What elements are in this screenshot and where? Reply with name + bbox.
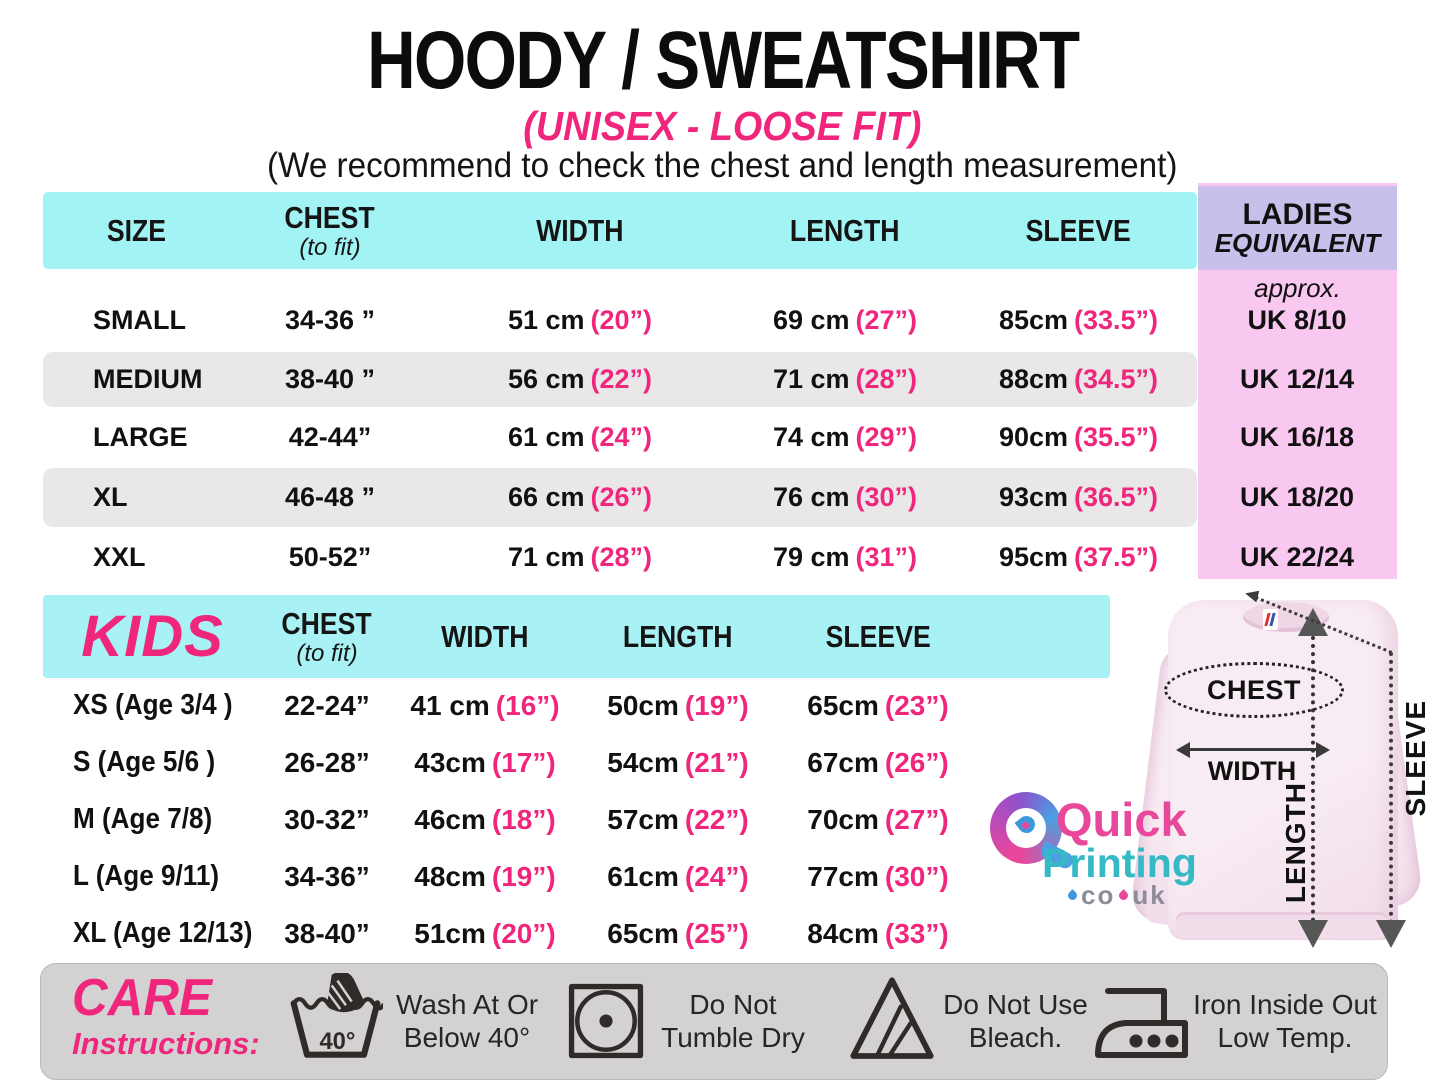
width-cm: 66 cm (507, 482, 585, 512)
length-cm: 76 cm (772, 482, 850, 512)
length-cm: 57cm (607, 803, 679, 835)
length-in: (19”) (684, 689, 749, 721)
width-measure-label: WIDTH (1207, 756, 1297, 786)
wash-40-icon (288, 973, 383, 1068)
length-cm: 71 cm (772, 364, 850, 394)
col-header-length: LENGTH (790, 213, 900, 248)
care-item-label: Wash At Or Below 40° (395, 989, 539, 1054)
length-cm: 74 cm (772, 422, 850, 452)
width-cm: 56 cm (507, 364, 585, 394)
chest-value: 34-36 ” (284, 304, 376, 335)
sleeve-cm: 67cm (807, 746, 879, 778)
sleeve-in: (33”) (884, 917, 949, 949)
chest-measure-ellipse (1164, 662, 1344, 718)
ladies-value: UK 16/18 (1239, 422, 1355, 452)
page-subtitle: (UNISEX - LOOSE FIT) (523, 103, 922, 149)
size-label: XL (93, 482, 128, 512)
care-subtitle: Instructions: (72, 1026, 260, 1061)
sleeve-in: (27”) (884, 803, 949, 835)
ladies-value: UK 22/24 (1239, 542, 1355, 572)
length-in: (21”) (684, 746, 749, 778)
length-measure-label: LENGTH (1280, 782, 1311, 904)
sleeve-in: (26”) (884, 746, 949, 778)
sleeve-cm: 90cm (998, 422, 1068, 452)
care-item-label: Do Not Tumble Dry (661, 989, 805, 1054)
length-in: (22”) (684, 803, 749, 835)
width-cm: 51cm (414, 917, 486, 949)
sweatshirt-hem (1176, 912, 1388, 939)
sleeve-in: (36.5”) (1074, 482, 1159, 512)
width-cm: 48cm (414, 860, 486, 892)
col-header-chest: CHEST (to fit) (230, 202, 430, 260)
kids-col-header-width: WIDTH (441, 619, 529, 654)
length-in: (25”) (684, 917, 749, 949)
length-in: (31”) (855, 542, 918, 572)
size-label: LARGE (93, 422, 188, 452)
kids-table-row (43, 792, 1110, 847)
width-in: (26”) (590, 482, 653, 512)
ladies-equivalent-header (1198, 186, 1397, 270)
col-header-width: WIDTH (536, 213, 624, 248)
do-not-bleach-icon (848, 973, 936, 1065)
table-row (43, 468, 1397, 527)
kids-col-header-chest: CHEST (to fit) (262, 608, 392, 666)
page-title: HOODY / SWEATSHIRT (366, 15, 1079, 106)
width-in: (20”) (590, 304, 653, 335)
do-not-tumble-dry-icon (565, 978, 647, 1064)
logo-dot-pink-icon (1117, 889, 1130, 902)
kids-col-header-chest-sub: (to fit) (296, 639, 358, 667)
ladies-value: UK 18/20 (1239, 482, 1355, 512)
sleeve-in: (23”) (884, 689, 949, 721)
table-row (43, 407, 1397, 468)
length-cm: 54cm (607, 746, 679, 778)
size-label: SMALL (93, 304, 186, 335)
chest-value: 22-24” (284, 689, 370, 721)
width-in: (22”) (590, 364, 653, 394)
length-cm: 61cm (607, 860, 679, 892)
col-header-size: SIZE (106, 213, 167, 248)
width-cm: 41 cm (410, 689, 490, 721)
size-label: MEDIUM (93, 364, 203, 394)
sleeve-cm: 85cm (998, 304, 1068, 335)
width-in: (28”) (590, 542, 653, 572)
page-title-wrap (0, 14, 1445, 108)
sleeve-in: (37.5”) (1074, 542, 1159, 572)
kids-table-row (43, 678, 1110, 733)
sleeve-cm: 70cm (807, 803, 879, 835)
width-in: (17”) (491, 746, 556, 778)
logo-domain (1068, 880, 1167, 911)
chest-value: 30-32” (284, 803, 370, 835)
width-in: (16”) (495, 689, 560, 721)
kids-table-row (43, 849, 1110, 904)
sleeve-cm: 65cm (807, 689, 879, 721)
length-in: (29”) (855, 422, 918, 452)
length-cm: 65cm (607, 917, 679, 949)
ladies-header-approx: approx. (1254, 273, 1341, 303)
sleeve-cm: 88cm (998, 364, 1068, 394)
sleeve-in: (33.5”) (1074, 304, 1159, 335)
logo-dot-blue-icon (1066, 889, 1079, 902)
width-cm: 61 cm (507, 422, 585, 452)
length-in: (27”) (855, 304, 918, 335)
sleeve-cm: 84cm (807, 917, 879, 949)
sleeve-measure-arrow (1389, 652, 1393, 924)
length-cm: 79 cm (772, 542, 850, 572)
chest-value: 38-40” (284, 917, 370, 949)
sleeve-cm: 77cm (807, 860, 879, 892)
length-in: (30”) (855, 482, 918, 512)
kids-section-label: KIDS (81, 603, 224, 669)
table-row (43, 352, 1397, 407)
logo-drop-inner (1022, 822, 1029, 829)
col-header-chest-sub: (to fit) (299, 233, 361, 261)
length-cm: 69 cm (772, 304, 850, 335)
chest-value: 26-28” (284, 746, 370, 778)
kids-col-header-length: LENGTH (623, 619, 733, 654)
sleeve-measure-label: SLEEVE (1400, 700, 1431, 817)
chest-value: 50-52” (288, 542, 372, 572)
width-cm: 43cm (414, 746, 486, 778)
col-header-sleeve: SLEEVE (1025, 213, 1132, 248)
width-cm: 46cm (414, 803, 486, 835)
page-note: (We recommend to check the chest and length measurement) (267, 146, 1178, 185)
adult-table-header (43, 192, 1197, 269)
width-in: (20”) (491, 917, 556, 949)
page-subtitle-wrap (0, 103, 1445, 150)
chest-value: 46-48 ” (284, 482, 376, 512)
chest-value: 38-40 ” (284, 364, 376, 394)
size-label: S (Age 5/6 ) (73, 746, 216, 778)
size-label: XXL (93, 542, 146, 572)
sleeve-arrow-down-icon (1376, 920, 1406, 948)
sleeve-cm: 93cm (998, 482, 1068, 512)
logo-word-printing: Printing (1042, 840, 1197, 886)
sleeve-in: (35.5”) (1074, 422, 1159, 452)
kids-table-row (43, 906, 1110, 961)
length-in: (28”) (855, 364, 918, 394)
care-item-label: Do Not Use Bleach. (943, 989, 1088, 1054)
length-cm: 50cm (607, 689, 679, 721)
ladies-header-line2: EQUIVALENT (1214, 228, 1381, 259)
sweatshirt-neck-label (1263, 609, 1278, 630)
sleeve-in: (30”) (884, 860, 949, 892)
ladies-value: UK 8/10 (1247, 304, 1347, 335)
table-row (43, 288, 1397, 352)
width-in: (18”) (491, 803, 556, 835)
logo-co: co (1081, 880, 1116, 910)
ladies-header-line1: LADIES (1242, 197, 1353, 231)
kids-table-header (43, 595, 1110, 678)
chest-measure-label: CHEST (1206, 674, 1301, 705)
table-row (43, 527, 1397, 588)
size-label: XL (Age 12/13) (73, 917, 253, 949)
iron-icon (1092, 985, 1192, 1063)
width-in: (19”) (491, 860, 556, 892)
size-label: L (Age 9/11) (73, 860, 220, 892)
width-cm: 51 cm (507, 304, 585, 335)
length-in: (24”) (684, 860, 749, 892)
svg-text:40°: 40° (319, 1028, 356, 1055)
size-label: XS (Age 3/4 ) (73, 689, 233, 721)
length-arrow-down-icon (1298, 920, 1328, 948)
chest-value: 42-44” (288, 422, 372, 452)
care-title: CARE (72, 969, 212, 1027)
logo-word-quick: Quick (1056, 793, 1187, 846)
kids-col-header-sleeve: SLEEVE (825, 619, 931, 654)
sleeve-in: (34.5”) (1074, 364, 1159, 394)
sleeve-cm: 95cm (998, 542, 1068, 572)
page-note-wrap (0, 146, 1445, 186)
width-measure-arrow (1183, 748, 1321, 751)
chest-value: 34-36” (284, 860, 370, 892)
kids-table-row (43, 735, 1110, 790)
care-item-label: Iron Inside Out Low Temp. (1193, 989, 1377, 1054)
logo-uk: uk (1132, 880, 1167, 910)
width-cm: 71 cm (507, 542, 585, 572)
width-in: (24”) (590, 422, 653, 452)
size-label: M (Age 7/8) (73, 803, 213, 835)
ladies-value: UK 12/14 (1239, 364, 1355, 394)
